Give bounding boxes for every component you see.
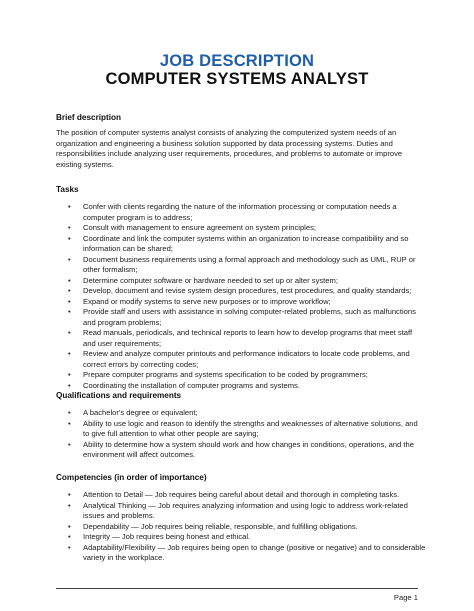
bullet-icon: • <box>68 307 71 316</box>
bullet-icon: • <box>68 380 71 390</box>
task-text: Expand or modify systems to serve new purposes or to improve workflow; <box>83 296 331 306</box>
list-item <box>56 522 426 533</box>
page-number: Page 1 <box>393 593 418 602</box>
bullet-icon: • <box>68 254 71 264</box>
competency-text: Integrity — Job requires being honest and ethical. <box>83 532 251 541</box>
list-item <box>56 255 426 276</box>
task-text: Coordinating the installation of computer programs and systems. <box>83 380 300 390</box>
bullet-icon: • <box>68 542 71 552</box>
bullet-icon: • <box>68 439 71 449</box>
list-item <box>56 276 426 287</box>
list-item <box>56 349 426 370</box>
list-item <box>56 419 426 440</box>
task-text: Read manuals, periodicals, and technical reports to learn how to develop programs that meet staff and user requirements; <box>83 328 413 348</box>
task-text: Provide staff and users with assistance in solving computer-related problems, such as malfunctions and program problems; <box>83 307 416 327</box>
bullet-icon: • <box>68 233 71 243</box>
task-text: Prepare computer programs and systems specification to be coded by programmers; <box>83 370 368 379</box>
bullet-icon: • <box>68 223 71 232</box>
competency-text: Analytical Thinking — Job requires analyzing information and using logic to address work-related issues and problems. <box>83 500 408 520</box>
list-item <box>56 408 426 419</box>
bullet-icon: • <box>68 500 71 510</box>
list-item <box>56 501 426 522</box>
list-item <box>56 223 426 234</box>
task-text: Coordinate and link the computer systems within an organization to increase compatibility and so information can be shared; <box>83 233 409 253</box>
task-text: Develop, document and revise system design procedures, test procedures, and quality standards; <box>83 286 412 295</box>
competency-text: Attention to Detail — Job requires being careful about detail and thorough in completing tasks. <box>83 490 400 499</box>
competency-text: Adaptability/Flexibility — Job requires being open to change (positive or negative) and to considerable variety in the workplace. <box>83 542 426 562</box>
list-item <box>56 381 426 392</box>
bullet-icon: • <box>68 408 71 417</box>
bullet-icon: • <box>68 349 71 358</box>
task-text: Determine computer software or hardware needed to set up or alter system; <box>83 275 338 285</box>
job-title: COMPUTER SYSTEMS ANALYST <box>105 70 369 88</box>
list-item <box>56 543 426 564</box>
list-item <box>56 328 426 349</box>
list-item <box>56 307 426 328</box>
competency-text: Dependability — Job requires being reliable, responsible, and fulfilling obligations. <box>83 521 358 531</box>
bullet-icon: • <box>68 521 71 531</box>
list-item <box>56 370 426 381</box>
competencies-list <box>56 490 426 564</box>
list-item <box>56 532 426 543</box>
footer-divider <box>56 588 418 589</box>
task-text: Review and analyze computer printouts and performance indicators to locate code problems, and correct errors by correcting codes; <box>83 349 410 369</box>
qualifications-heading: Qualifications and requirements <box>56 391 182 400</box>
bullet-icon: • <box>68 275 71 285</box>
tasks-list <box>56 202 426 391</box>
list-item <box>56 490 426 501</box>
bullet-icon: • <box>68 370 71 379</box>
bullet-icon: • <box>68 532 71 541</box>
task-text: Document business requirements using a formal approach and methodology such as UML, RUP or other formalism; <box>83 254 416 274</box>
list-item <box>56 234 426 255</box>
bullet-icon: • <box>68 286 71 295</box>
qualifications-list <box>56 408 426 461</box>
document-title: JOB DESCRIPTION <box>159 52 315 70</box>
tasks-heading: Tasks <box>56 185 79 194</box>
qualification-text: A bachelor's degree or equivalent; <box>83 408 198 417</box>
task-text: Confer with clients regarding the nature of the information processing or computation needs a computer program is to address; <box>83 202 397 222</box>
qualification-text: Ability to determine how a system should work and how changes in conditions, operations, and the environment will affect outcomes. <box>83 439 414 459</box>
brief-description-heading: Brief description <box>56 113 122 122</box>
bullet-icon: • <box>68 418 71 428</box>
list-item <box>56 286 426 297</box>
qualification-text: Ability to use logic and reason to identify the strengths and weaknesses of alternative solutions, and to give full attention to what other people are saying; <box>83 418 418 438</box>
task-text: Consult with management to ensure agreement on system principles; <box>83 223 316 232</box>
bullet-icon: • <box>68 202 71 211</box>
bullet-icon: • <box>68 296 71 306</box>
bullet-icon: • <box>68 490 71 499</box>
competencies-heading: Competencies (in order of importance) <box>56 473 207 482</box>
list-item <box>56 440 426 461</box>
bullet-icon: • <box>68 328 71 337</box>
list-item <box>56 297 426 308</box>
list-item <box>56 202 426 223</box>
brief-description-text: The position of computer systems analyst consists of analyzing the computerized system needs of an organization and engineering a business solution supported by data processing systems. Duties and responsibilities include analyzing user requirements, procedures, and problems to automate or improve existing systems. <box>56 128 403 169</box>
